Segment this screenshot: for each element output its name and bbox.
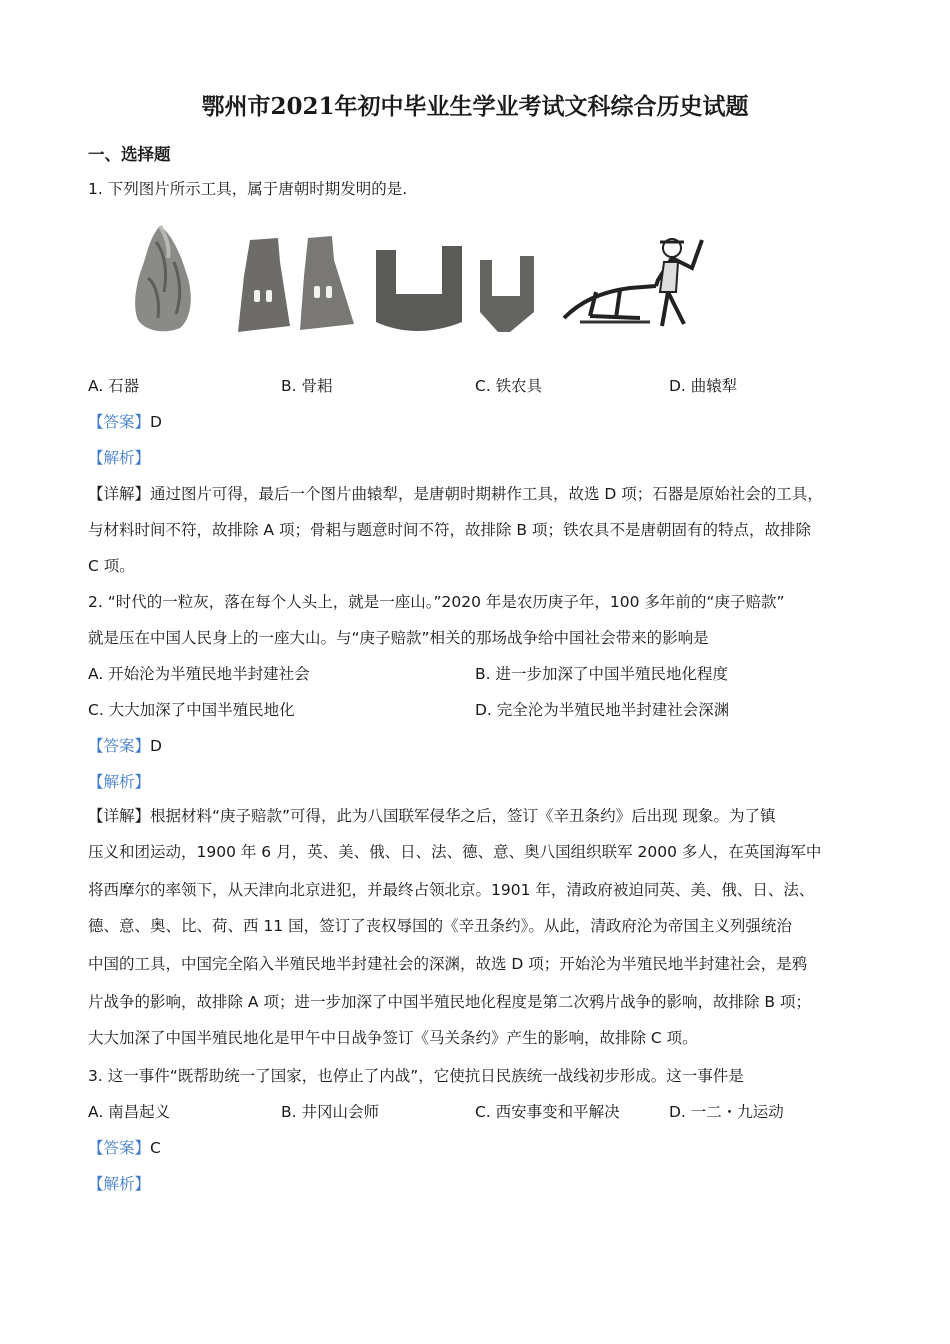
- q3-option-d: D. 一二・九运动: [669, 1103, 784, 1121]
- q1-figures: [0, 222, 950, 342]
- q1-detail-line: 与材料时间不符，故排除 A 项；骨耜与题意时间不符，故排除 B 项；铁农具不是唐朝固有的特点，故排除: [88, 521, 811, 539]
- bone-spade-icon: [234, 236, 358, 334]
- q2-answer-tag: 【答案】: [88, 737, 151, 755]
- q2-option-d: D. 完全沦为半殖民地半封建社会深渊: [475, 701, 730, 719]
- iron-tool-icon: [372, 242, 548, 334]
- q3-stem: 3. 这一事件“既帮助统一了国家，也停止了内战”，它使抗日民族统一战线初步形成。这一事件是: [88, 1067, 744, 1085]
- q2-option-a: A. 开始沦为半殖民地半封建社会: [88, 665, 310, 683]
- q3-option-c: C. 西安事变和平解决: [475, 1103, 620, 1121]
- q1-analysis-tag: 【解析】: [88, 449, 151, 467]
- stone-tool-icon: [130, 222, 198, 334]
- q2-detail-line: 中国的工具，中国完全陷入半殖民地半封建社会的深渊，故选 D 项；开始沦为半殖民地半封建社会，是鸦: [88, 955, 808, 973]
- q2-option-b: B. 进一步加深了中国半殖民地化程度: [475, 665, 728, 683]
- q1-answer-value: D: [150, 413, 162, 431]
- q2-detail-line: 德、意、奥、比、荷、西 11 国，签订了丧权辱国的《辛丑条约》。从此，清政府沦为帝国主义列强统治: [88, 917, 792, 935]
- q2-analysis-tag: 【解析】: [88, 773, 151, 791]
- q2-answer-value: D: [150, 737, 162, 755]
- q2-detail-line: 【详解】根据材料“庚子赔款”可得，此为八国联军侵华之后，签订《辛丑条约》后出现 现象。为了镇: [88, 807, 776, 825]
- q1-answer-tag: 【答案】: [88, 413, 151, 431]
- q2-detail-line: 片战争的影响，故排除 A 项；进一步加深了中国半殖民地化程度是第二次鸦片战争的影响，故排除 B 项；: [88, 993, 811, 1011]
- section-heading: 一、选择题: [88, 145, 171, 164]
- q1-answer: [88, 412, 162, 432]
- q2-stem-line: 就是压在中国人民身上的一座大山。与“庚子赔款”相关的那场战争给中国社会带来的影响是: [88, 629, 709, 647]
- q2-option-c: C. 大大加深了中国半殖民地化: [88, 701, 295, 719]
- q2-detail-line: 大大加深了中国半殖民地化是甲午中日战争签订《马关条约》产生的影响，故排除 C 项。: [88, 1029, 698, 1047]
- q1-option-c: C. 铁农具: [475, 377, 543, 395]
- q2-stem-line: 2. “时代的一粒灰，落在每个人头上，就是一座山。”2020 年是农历庚子年，100 多年前的“庚子赔款”: [88, 593, 785, 611]
- curved-plough-icon: [560, 222, 710, 334]
- q2-answer: [88, 736, 162, 756]
- q1-detail-line: C 项。: [88, 557, 135, 575]
- q1-detail-line: 【详解】通过图片可得，最后一个图片曲辕犁，是唐朝时期耕作工具，故选 D 项；石器是原始社会的工具，: [88, 485, 823, 503]
- q3-analysis-tag: 【解析】: [88, 1175, 151, 1193]
- q1-option-b: B. 骨耜: [281, 377, 333, 395]
- q3-answer-tag: 【答案】: [88, 1139, 151, 1157]
- q3-answer-value: C: [150, 1139, 161, 1157]
- q1-option-a: A. 石器: [88, 377, 140, 395]
- q1-stem: 1. 下列图片所示工具，属于唐朝时期发明的是.: [88, 180, 408, 198]
- q2-detail-line: 将西摩尔的率领下，从天津向北京进犯，并最终占领北京。1901 年，清政府被迫同英、美、俄、日、法、: [88, 881, 815, 899]
- q2-detail-line: 压义和团运动，1900 年 6 月，英、美、俄、日、法、德、意、奥八国组织联军 2000 多人，在英国海军中: [88, 843, 822, 861]
- q3-option-a: A. 南昌起义: [88, 1103, 171, 1121]
- q3-answer: [88, 1138, 161, 1158]
- q1-option-d: D. 曲辕犁: [669, 377, 738, 395]
- page-title: 鄂州市2021年初中毕业生学业考试文科综合历史试题: [201, 93, 749, 120]
- q3-option-b: B. 井冈山会师: [281, 1103, 379, 1121]
